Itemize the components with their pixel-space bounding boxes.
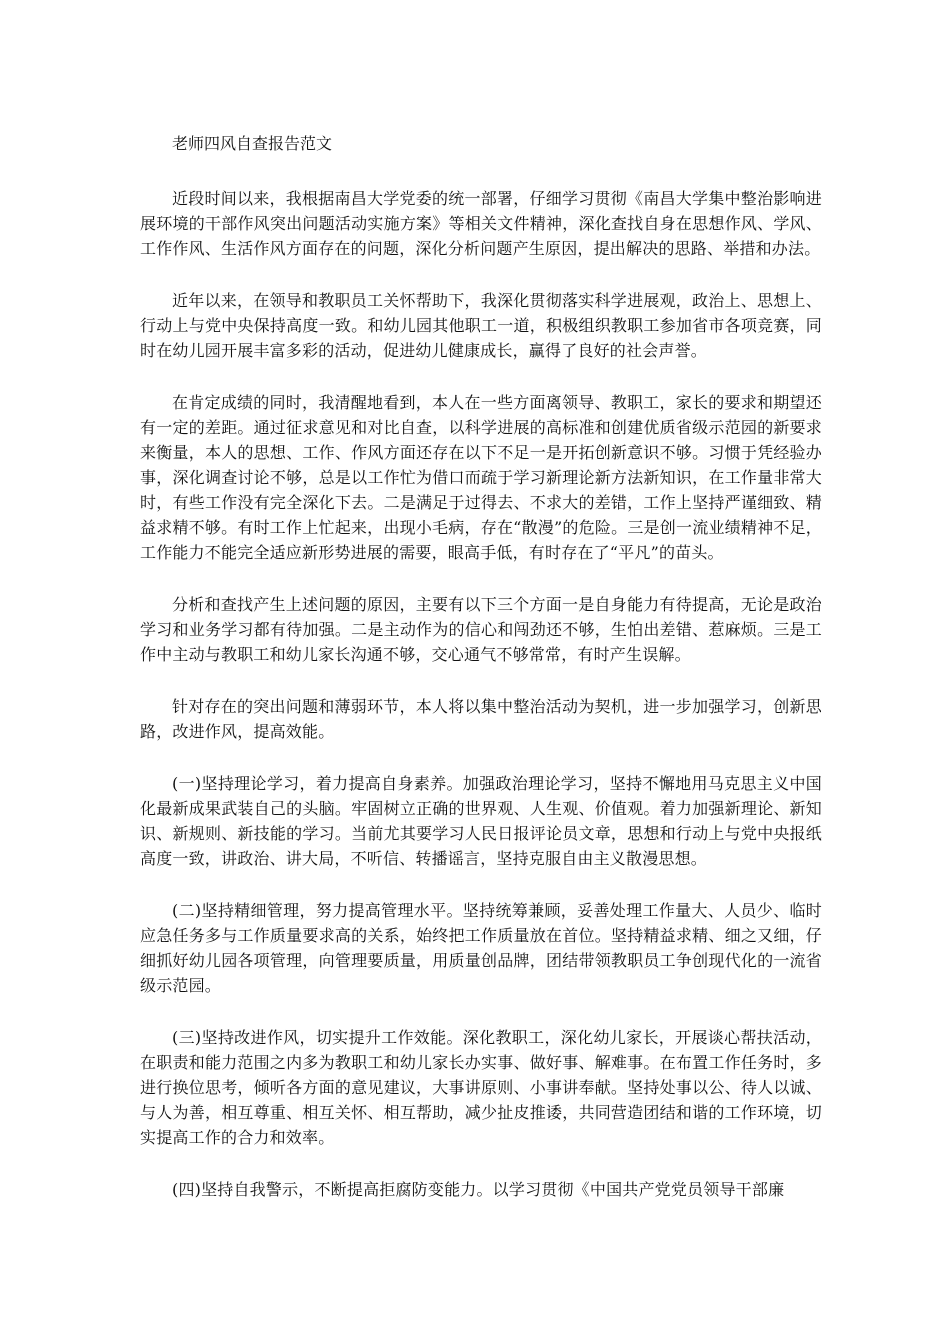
- document-page: [140, 132, 822, 1229]
- paragraph-causes: 分析和查找产生上述问题的原因，主要有以下三个方面一是自身能力有待提高，无论是政治学习和业务学习都有待加强。二是主动作为的信心和闯劲还不够，生怕出差错、惹麻烦。三是工作中主动与教职工和幼儿家长沟通不够，交心通气不够常常，有时产生误解。: [140, 595, 822, 664]
- document-title: 老师四风自查报告范文: [172, 134, 333, 153]
- paragraph-measure-3: (三)坚持改进作风，切实提升工作效能。深化教职工，深化幼儿家长，开展谈心帮扶活动，在职责和能力范围之内多为教职工和幼儿家长办实事、做好事、解难事。在布置工作任务时，多进行换位思考，倾听各方面的意见建议，大事讲原则、小事讲奉献。坚持处事以公、待人以诚、与人为善，相互尊重、相互关怀、相互帮助，减少扯皮推诿，共同营造团结和谐的工作环境，切实提高工作的合力和效率。: [140, 1028, 822, 1147]
- paragraph-measure-1: (一)坚持理论学习，着力提高自身素养。加强政治理论学习，坚持不懈地用马克思主义中国化最新成果武装自己的头脑。牢固树立正确的世界观、人生观、价值观。着力加强新理论、新知识、新规则、新技能的学习。当前尤其要学习人民日报评论员文章，思想和行动上与党中央报纸高度一致，讲政治、讲大局，不听信、转播谣言，坚持克服自由主义散漫思想。: [140, 774, 822, 868]
- paragraph-achievements: 近年以来，在领导和教职员工关怀帮助下，我深化贯彻落实科学进展观，政治上、思想上、行动上与党中央保持高度一致。和幼儿园其他职工一道，积极组织教职工参加省市各项竞赛，同时在幼儿园开展丰富多彩的活动，促进幼儿健康成长，赢得了良好的社会声誉。: [140, 291, 822, 360]
- paragraph-intro: 近段时间以来，我根据南昌大学党委的统一部署，仔细学习贯彻《南昌大学集中整治影响进展环境的干部作风突出问题活动实施方案》等相关文件精神，深化查找自身在思想作风、学风、工作作风、生活作风方面存在的问题，深化分析问题产生原因，提出解决的思路、举措和办法。: [140, 189, 822, 258]
- paragraph-measure-4: (四)坚持自我警示，不断提高拒腐防变能力。以学习贯彻《中国共产党党员领导干部廉: [172, 1180, 785, 1199]
- paragraph-measures-intro: 针对存在的突出问题和薄弱环节，本人将以集中整治活动为契机，进一步加强学习，创新思路，改进作风，提高效能。: [140, 697, 822, 741]
- paragraph-shortcomings: 在肯定成绩的同时，我清醒地看到，本人在一些方面离领导、教职工，家长的要求和期望还有一定的差距。通过征求意见和对比自查，以科学进展的高标准和创建优质省级示范园的新要求来衡量，本人的思想、工作、作风方面还存在以下不足一是开拓创新意识不够。习惯于凭经验办事，深化调查讨论不够，总是以工作忙为借口而疏于学习新理论新方法新知识，在工作量非常大时，有些工作没有完全深化下去。二是满足于过得去、不求大的差错，工作上坚持严谨细致、精益求精不够。有时工作上忙起来，出现小毛病，存在“散漫”的危险。三是创一流业绩精神不足，工作能力不能完全适应新形势进展的需要，眼高手低，有时存在了“平凡”的苗头。: [140, 393, 822, 562]
- paragraph-measure-2: (二)坚持精细管理，努力提高管理水平。坚持统筹兼顾，妥善处理工作量大、人员少、临时应急任务多与工作质量要求高的关系，始终把工作质量放在首位。坚持精益求精、细之又细，仔细抓好幼儿园各项管理，向管理要质量，用质量创品牌，团结带领教职员工争创现代化的一流省级示范园。: [140, 901, 822, 995]
